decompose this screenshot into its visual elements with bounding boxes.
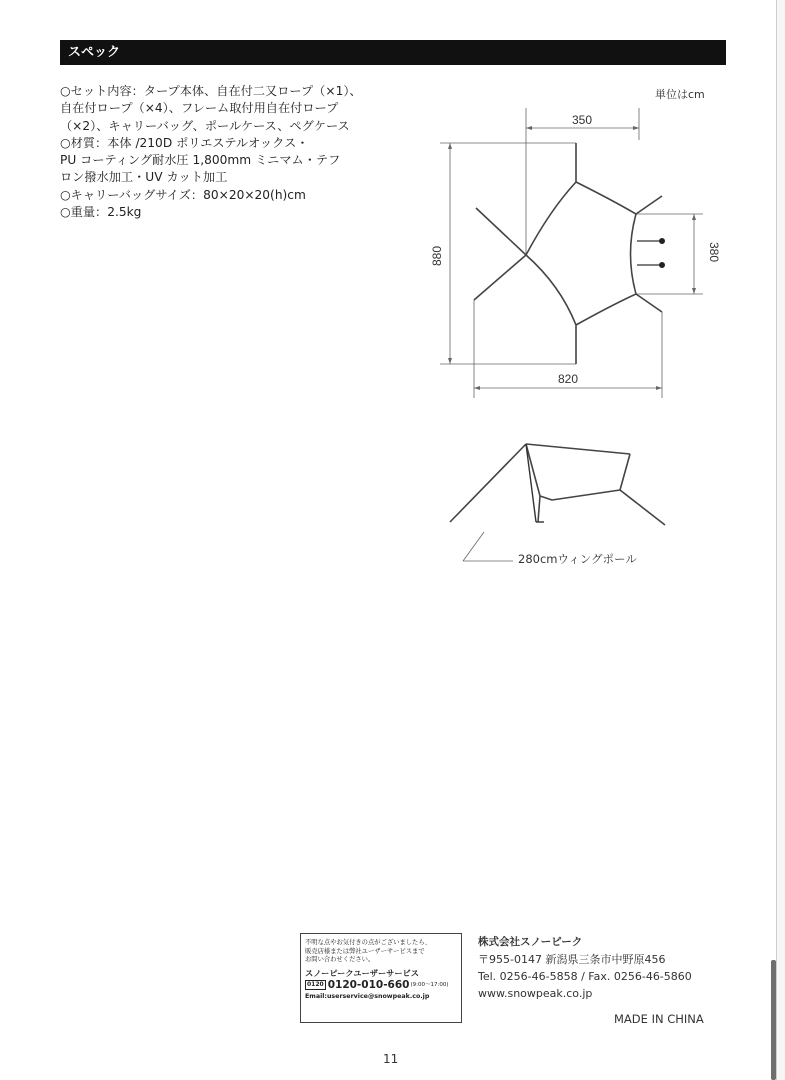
dimension-top — [526, 108, 639, 255]
spec-line: ○キャリーバッグサイズ：80×20×20(h)cm — [60, 187, 306, 202]
spec-line: PU コーティング耐水圧 1,800mm ミニマム・テフ — [60, 153, 341, 168]
made-in-label: MADE IN CHINA — [614, 1012, 704, 1026]
dimension-left — [430, 143, 576, 364]
dim-bottom-label: 820 — [557, 372, 579, 386]
page-number: 11 — [383, 1052, 399, 1066]
user-service-box — [300, 933, 462, 1023]
spec-line: ロン撥水加工・UV カット加工 — [60, 170, 228, 185]
dim-left-label: 880 — [430, 245, 444, 267]
pole-leader-line — [463, 532, 513, 561]
company-info — [478, 934, 692, 1002]
company-url: www.snowpeak.co.jp — [478, 987, 593, 1000]
contact-note-line: 販売店様または弊社ユーザーサービスまで — [305, 947, 425, 955]
service-phone: 0120-010-660 — [327, 979, 410, 992]
spec-line: ○セット内容：タープ本体、自在付二又ロープ（×1）、 — [60, 84, 362, 98]
company-tel-fax: Tel. 0256-46-5858 / Fax. 0256-46-5860 — [478, 970, 692, 983]
free-dial-row — [305, 980, 457, 990]
contact-note-line: お問い合わせください。 — [305, 956, 375, 964]
service-email: Email:userservice@snowpeak.co.jp — [305, 993, 430, 1001]
viewer-edge — [776, 0, 785, 1080]
service-hours: (9:00〜17:00) — [410, 982, 449, 989]
service-name: スノーピークユーザーサービス — [305, 967, 419, 978]
spec-section-header: スペック — [60, 40, 726, 65]
free-dial-icon: 0120 — [307, 981, 324, 989]
spec-line: 自在付ロープ（×4）、フレーム取付用自在付ロープ — [60, 101, 339, 116]
frame-attachment-icon — [637, 238, 665, 268]
contact-note-line: 不明な点やお気付きの点がございましたら、 — [305, 939, 431, 946]
dim-top-label: 350 — [571, 113, 593, 127]
tarp-side-view — [450, 444, 665, 525]
spec-line: （×2）、キャリーバッグ、ポールケース、ペグケース — [60, 118, 350, 133]
unit-note: 単位はcm — [655, 88, 705, 101]
company-name: 株式会社スノーピーク — [478, 936, 583, 948]
spec-line: ○材質：本体 /210D ポリエステルオックス・ — [60, 135, 309, 150]
company-address: 〒955-0147 新潟県三条市中野原456 — [478, 953, 666, 966]
pole-label: 280cmウィングポール — [518, 552, 637, 566]
dim-right-label: 380 — [707, 241, 721, 263]
tarp-top-view — [474, 143, 662, 364]
dimension-bottom — [474, 300, 662, 398]
dimension-right — [635, 214, 721, 294]
scrollbar-thumb[interactable] — [771, 960, 776, 1080]
spec-line: ○重量：2.5kg — [60, 205, 142, 220]
